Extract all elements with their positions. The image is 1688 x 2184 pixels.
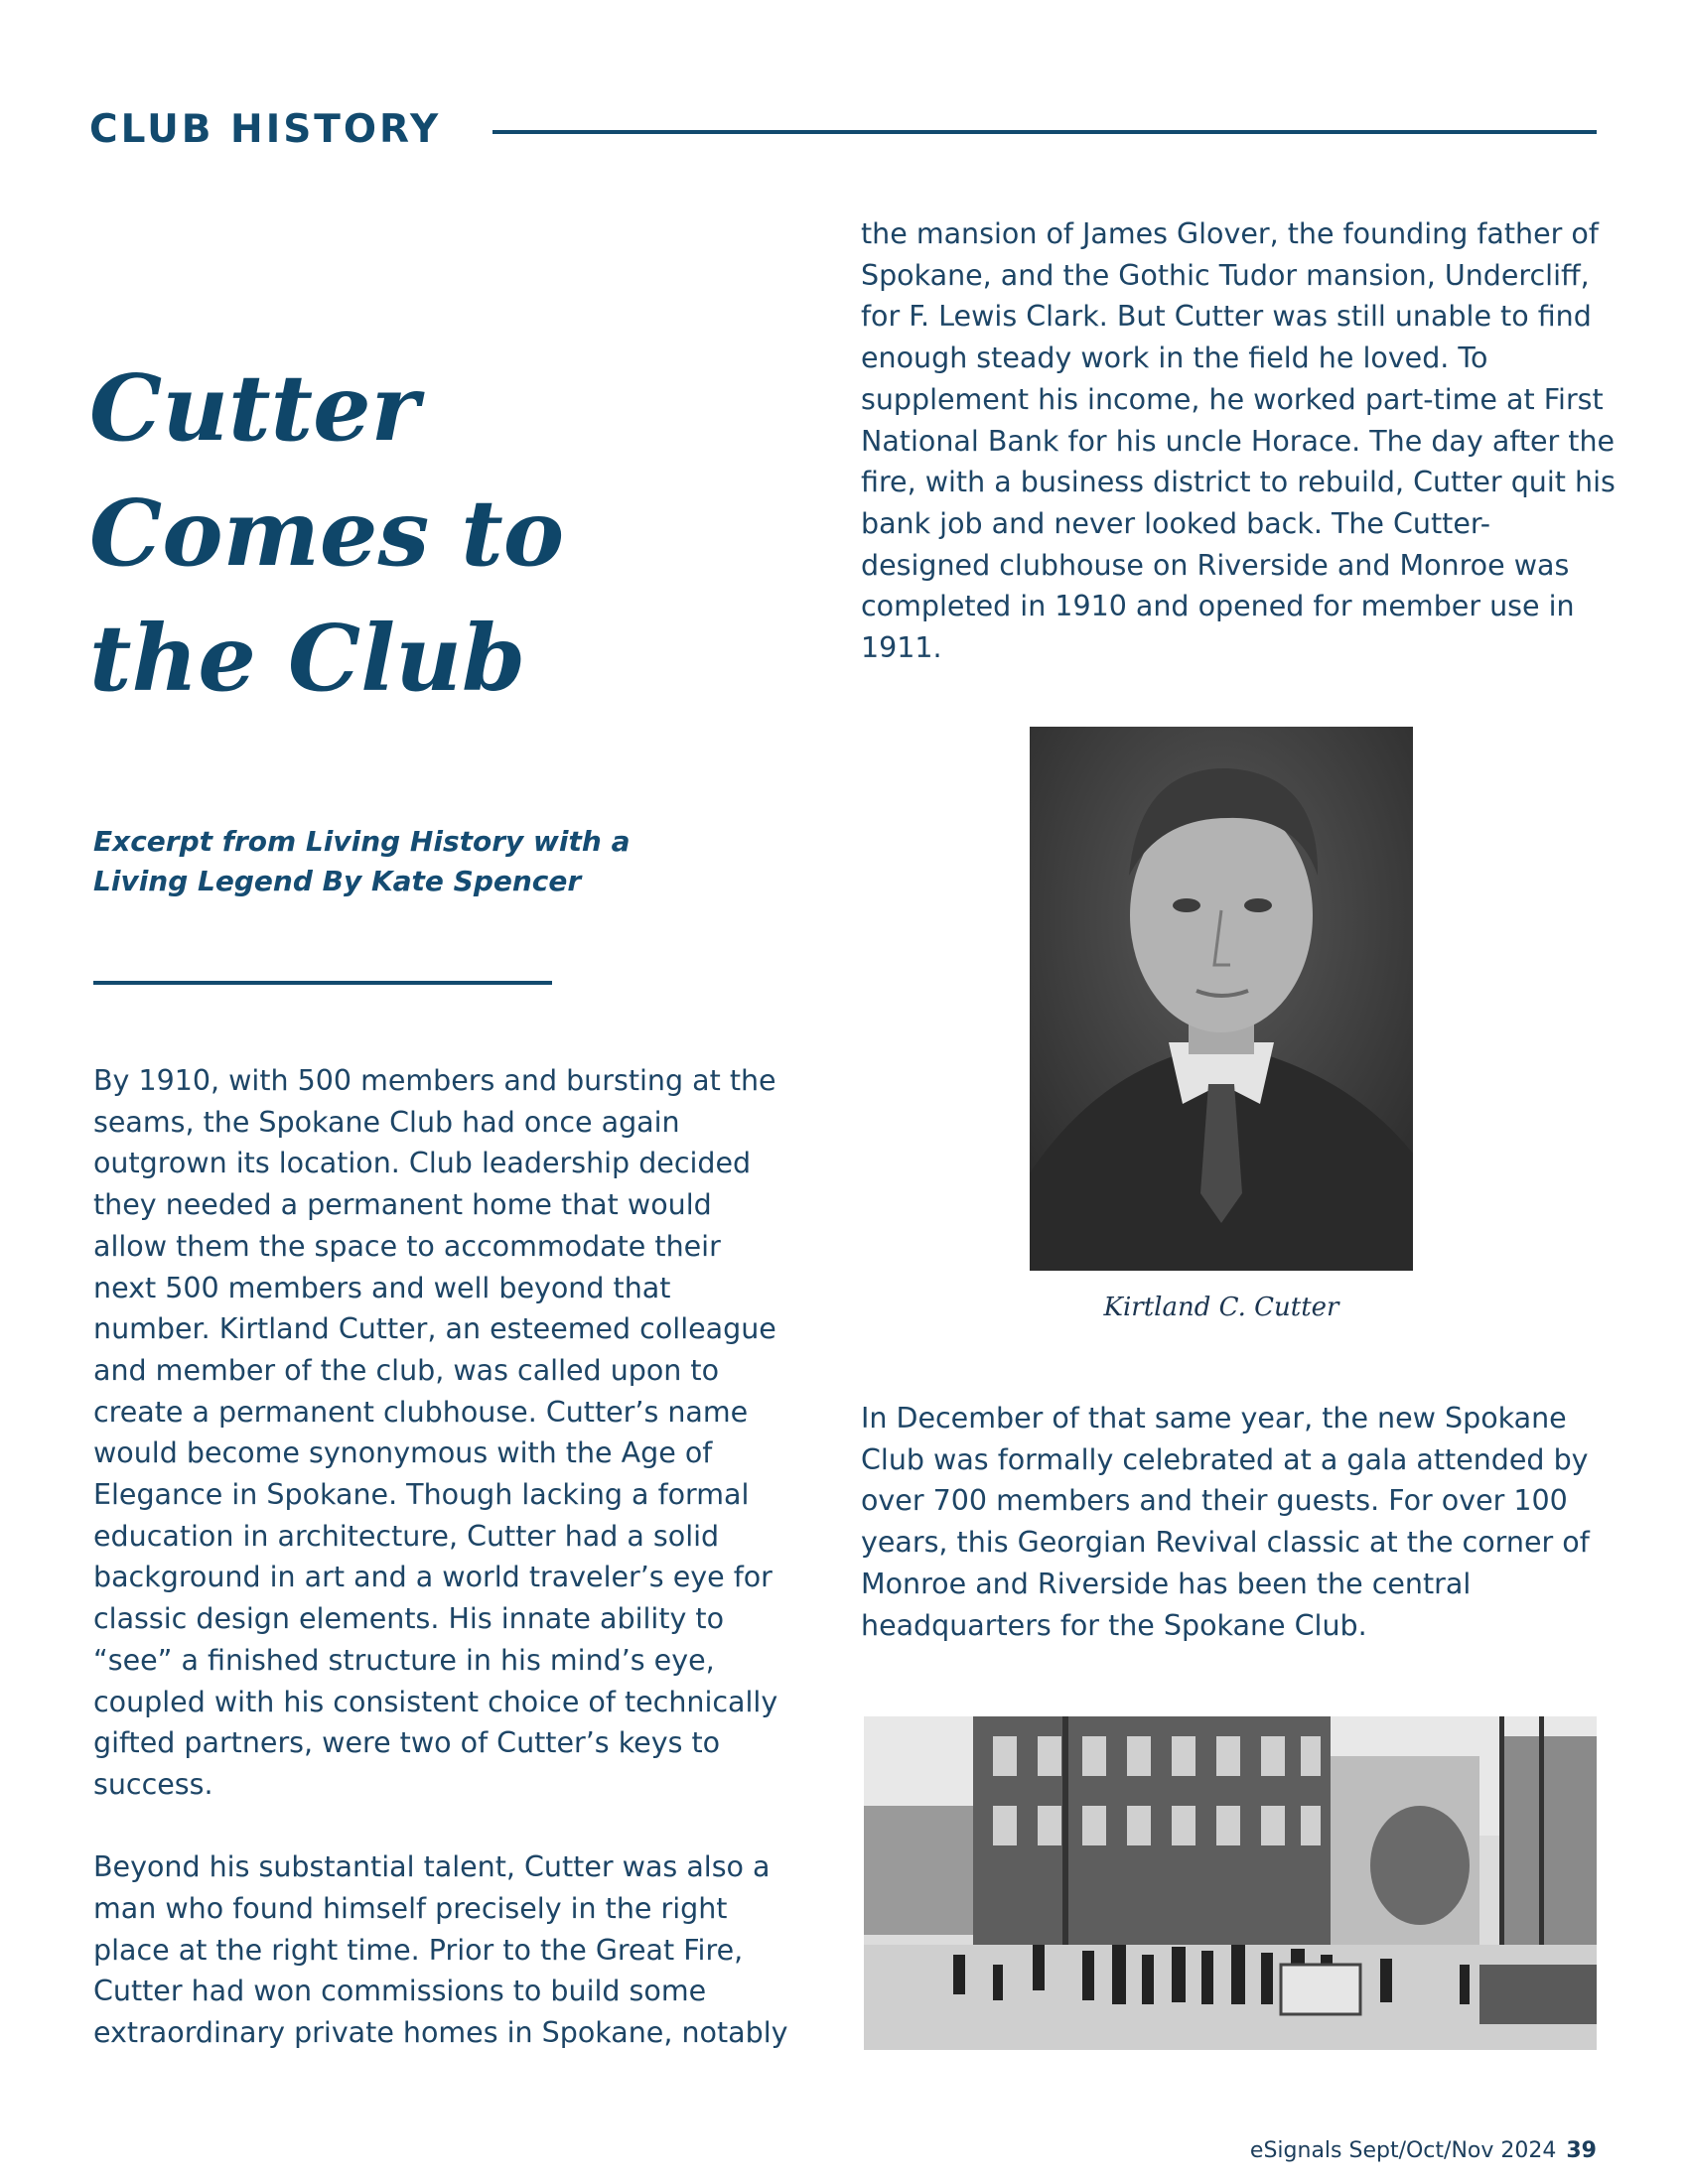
- right-column-top: [861, 213, 1616, 669]
- header-rule: [492, 130, 1597, 134]
- portrait-image: [1030, 727, 1413, 1271]
- portrait-photo: [1030, 727, 1413, 1271]
- clubhouse-image: [864, 1716, 1597, 2050]
- paragraph: the mansion of James Glover, the founding father of Spokane, and the Gothic Tudor mansion, Undercliff, for F. Lewis Clark. But Cutter was still unable to find enough steady work in the field he loved. To supplement his income, he worked part-time at First National Bank for his uncle Horace. The day after the fire, with a business district to rebuild, Cutter quit his bank job and never looked back. The Cutter-designed clubhouse on Riverside and Monroe was completed in 1910 and opened for member use in 1911.: [861, 217, 1616, 665]
- publication-name: eSignals Sept/Oct/Nov 2024: [1249, 2138, 1557, 2163]
- clubhouse-photo: [864, 1716, 1597, 2050]
- paragraph: Beyond his substantial talent, Cutter was also a man who found himself precisely in the right place at the right time. Prior to the Great Fire, Cutter had won commissions to build some extraordinary private homes in Spokane, notably: [93, 1850, 788, 2050]
- paragraph: In December of that same year, the new Spokane Club was formally celebrated at a gala attended by over 700 members and their guests. For over 100 years, this Georgian Revival classic at the corner of Monroe and Riverside has been the central headquarters for the Spokane Club.: [861, 1402, 1590, 1642]
- left-column: [93, 1060, 788, 2054]
- article-title: [89, 345, 606, 721]
- paragraph: By 1910, with 500 members and bursting at the seams, the Spokane Club had once again outgrown its location. Club leadership decided they needed a permanent home that would allow them the space to accommodate their next 500 members and well beyond that number. Kirtland Cutter, an esteemed colleague and member of the club, was called upon to create a permanent clubhouse. Cutter’s name would become synonymous with the Age of Elegance in Spokane. Though lacking a formal education in architecture, Cutter had a solid background in art and a world traveler’s eye for classic design elements. His innate ability to “see” a finished structure in his mind’s eye, coupled with his consistent choice of technically gifted partners, were two of Cutter’s keys to success.: [93, 1064, 778, 1801]
- portrait-caption: Kirtland C. Cutter: [1103, 1293, 1339, 1322]
- byline-line: Living Legend By Kate Spencer: [93, 865, 582, 897]
- page-footer: [1250, 2138, 1597, 2163]
- right-column-bottom: [861, 1398, 1616, 1646]
- byline-line: Excerpt from Living History with a: [93, 825, 631, 858]
- byline-divider: [93, 981, 552, 985]
- byline: [93, 822, 649, 901]
- section-label: CLUB HISTORY: [89, 107, 442, 152]
- title-line: Cutter: [89, 354, 420, 462]
- title-line: the Club: [89, 605, 526, 712]
- page-number: 39: [1566, 2138, 1597, 2163]
- title-line: Comes to: [89, 479, 565, 587]
